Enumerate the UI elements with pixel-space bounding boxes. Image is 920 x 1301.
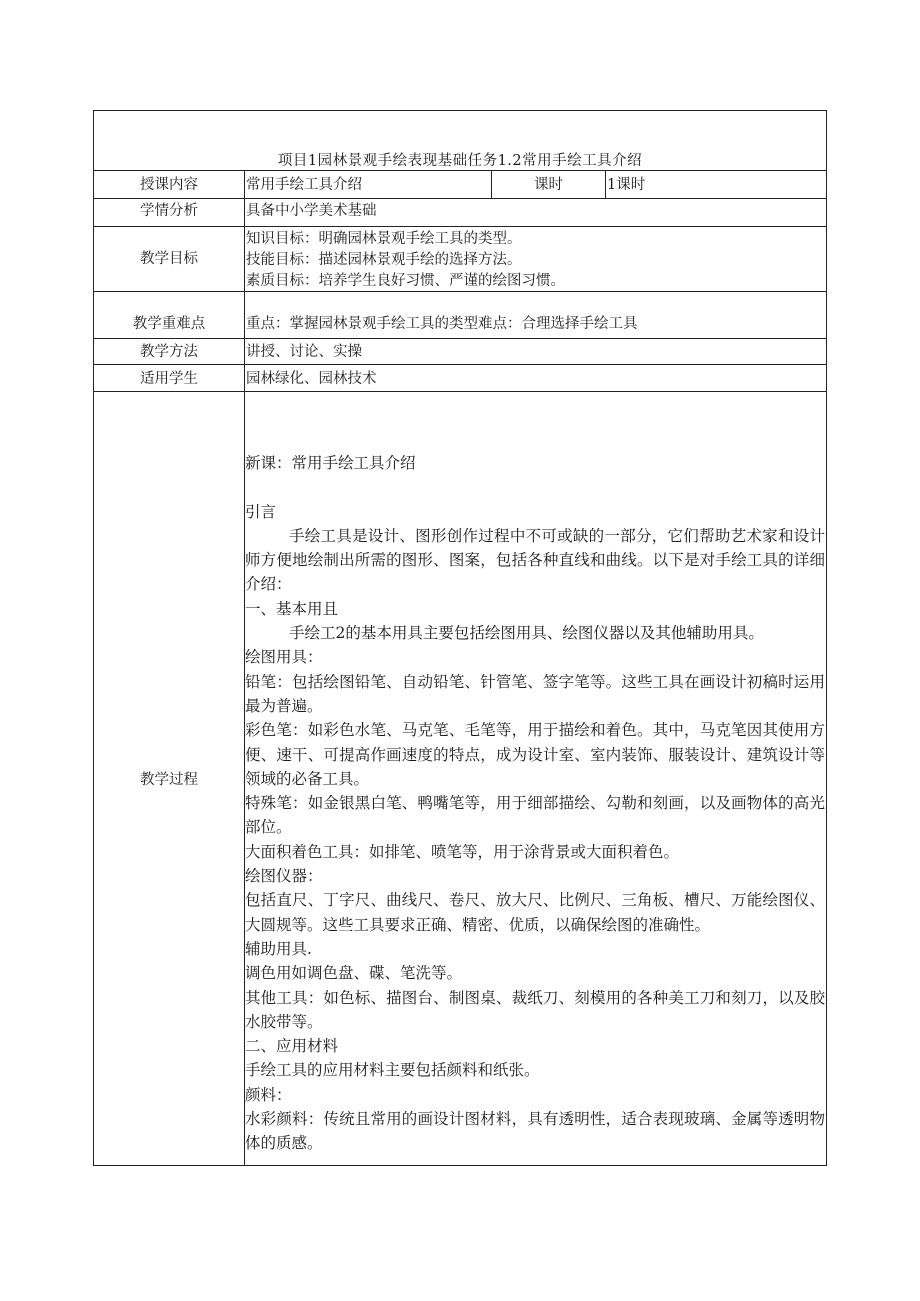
process-heading: 新课：常用手绘工具介绍 [245, 454, 416, 472]
analysis-label: 学情分析 [140, 203, 198, 219]
process-paragraph: 辅助用具. [245, 939, 312, 958]
process-paragraph: 特殊笔：如金银黑白笔、鸭嘴笔等，用于细部描绘、勾勒和刻画，以及画物体的高光部位。 [245, 794, 825, 837]
grid-line [94, 226, 826, 227]
process-label: 教学过程 [140, 772, 198, 788]
process-paragraph: 颜料： [245, 1085, 292, 1104]
process-section-heading: 一、基本用且 [245, 599, 339, 618]
process-paragraph: 手绘工具是设计、图形创作过程中不可或缺的一部分，它们帮助艺术家和设计师方便地绘制出所需的图形、图案，包括各种直线和曲线。以下是对手绘工具的详细介绍： [245, 526, 825, 594]
process-paragraph: 大面积着色工具：如排笔、喷笔等，用于涂背景或大面积着色。 [245, 842, 680, 861]
process-paragraph: 彩色笔：如彩色水笔、马克笔、毛笔等，用于描绘和着色。其中，马克笔因其使用方便、速干、可提高作画速度的特点，成为设计室、室内装饰、服装设计、建筑设计等领域的必备工具。 [245, 721, 825, 788]
grid-line [605, 170, 606, 198]
process-paragraph: 包括直尺、丁字尺、曲线尺、卷尺、放大尺、比例尺、三角板、槽尺、万能绘图仪、大圆规等。这些工具要求正确、精密、优质，以确保绘图的准确性。 [245, 891, 825, 934]
page-title: 项目1园林景观手绘表现基础任务1.2常用手绘工具介绍 [277, 153, 643, 169]
students-value: 园林绿化、园林技术 [246, 371, 377, 387]
process-content [245, 451, 825, 1156]
method-value: 讲授、讨论、实操 [246, 344, 362, 360]
grid-line [94, 364, 826, 365]
process-paragraph: 手绘工2的基本用具主要包括绘图用具、绘图仪器以及其他辅助用具。 [289, 624, 764, 643]
process-section-heading: 二、应用材料 [245, 1037, 339, 1056]
process-paragraph: 水彩颜料：传统且常用的画设计图材料，具有透明性，适合表现玻璃、金属等透明物体的质感。 [245, 1110, 825, 1153]
lesson-plan-table [93, 110, 827, 1166]
hours-label: 课时 [534, 177, 563, 193]
key-points-label: 教学重难点 [132, 316, 206, 332]
method-label: 教学方法 [140, 344, 198, 360]
grid-line [94, 198, 826, 199]
goal-skill: 技能目标：描述园林景观手绘的选择方法。 [246, 252, 522, 268]
grid-line [94, 170, 826, 171]
hours-value: 1课时 [607, 177, 646, 193]
process-paragraph: 调色用如调色盘、碟、笔洗等。 [245, 964, 463, 983]
goals-label: 教学目标 [140, 251, 198, 267]
grid-line [94, 291, 826, 292]
process-paragraph: 绘图仪器： [245, 867, 323, 886]
analysis-value: 具备中小学美术基础 [246, 203, 377, 219]
grid-line [94, 338, 826, 339]
process-paragraph: 手绘工具的应用材料主要包括颜料和纸张。 [245, 1061, 540, 1080]
content-label: 授课内容 [140, 177, 198, 193]
goal-knowledge: 知识目标：明确园林景观手绘工具的类型。 [246, 231, 522, 247]
process-paragraph: 绘图用具： [245, 648, 323, 667]
grid-line [94, 391, 826, 392]
process-paragraph: 铅笔：包括绘图铅笔、自动铅笔、针管笔、签字笔等。这些工具在画设计初稿时运用最为普遍。 [245, 672, 825, 715]
content-value: 常用手绘工具介绍 [246, 177, 362, 193]
process-paragraph: 其他工具：如色标、描图台、制图桌、裁纸刀、刻模用的各种美工刀和刻刀，以及胶水胶带等。 [245, 988, 825, 1031]
key-points-value: 重点：掌握园林景观手绘工具的类型难点：合理选择手绘工具 [246, 316, 638, 332]
process-intro-heading: 引言 [245, 502, 277, 521]
goal-quality: 素质目标：培养学生良好习惯、严谨的绘图习惯。 [246, 273, 565, 289]
students-label: 适用学生 [140, 371, 198, 387]
